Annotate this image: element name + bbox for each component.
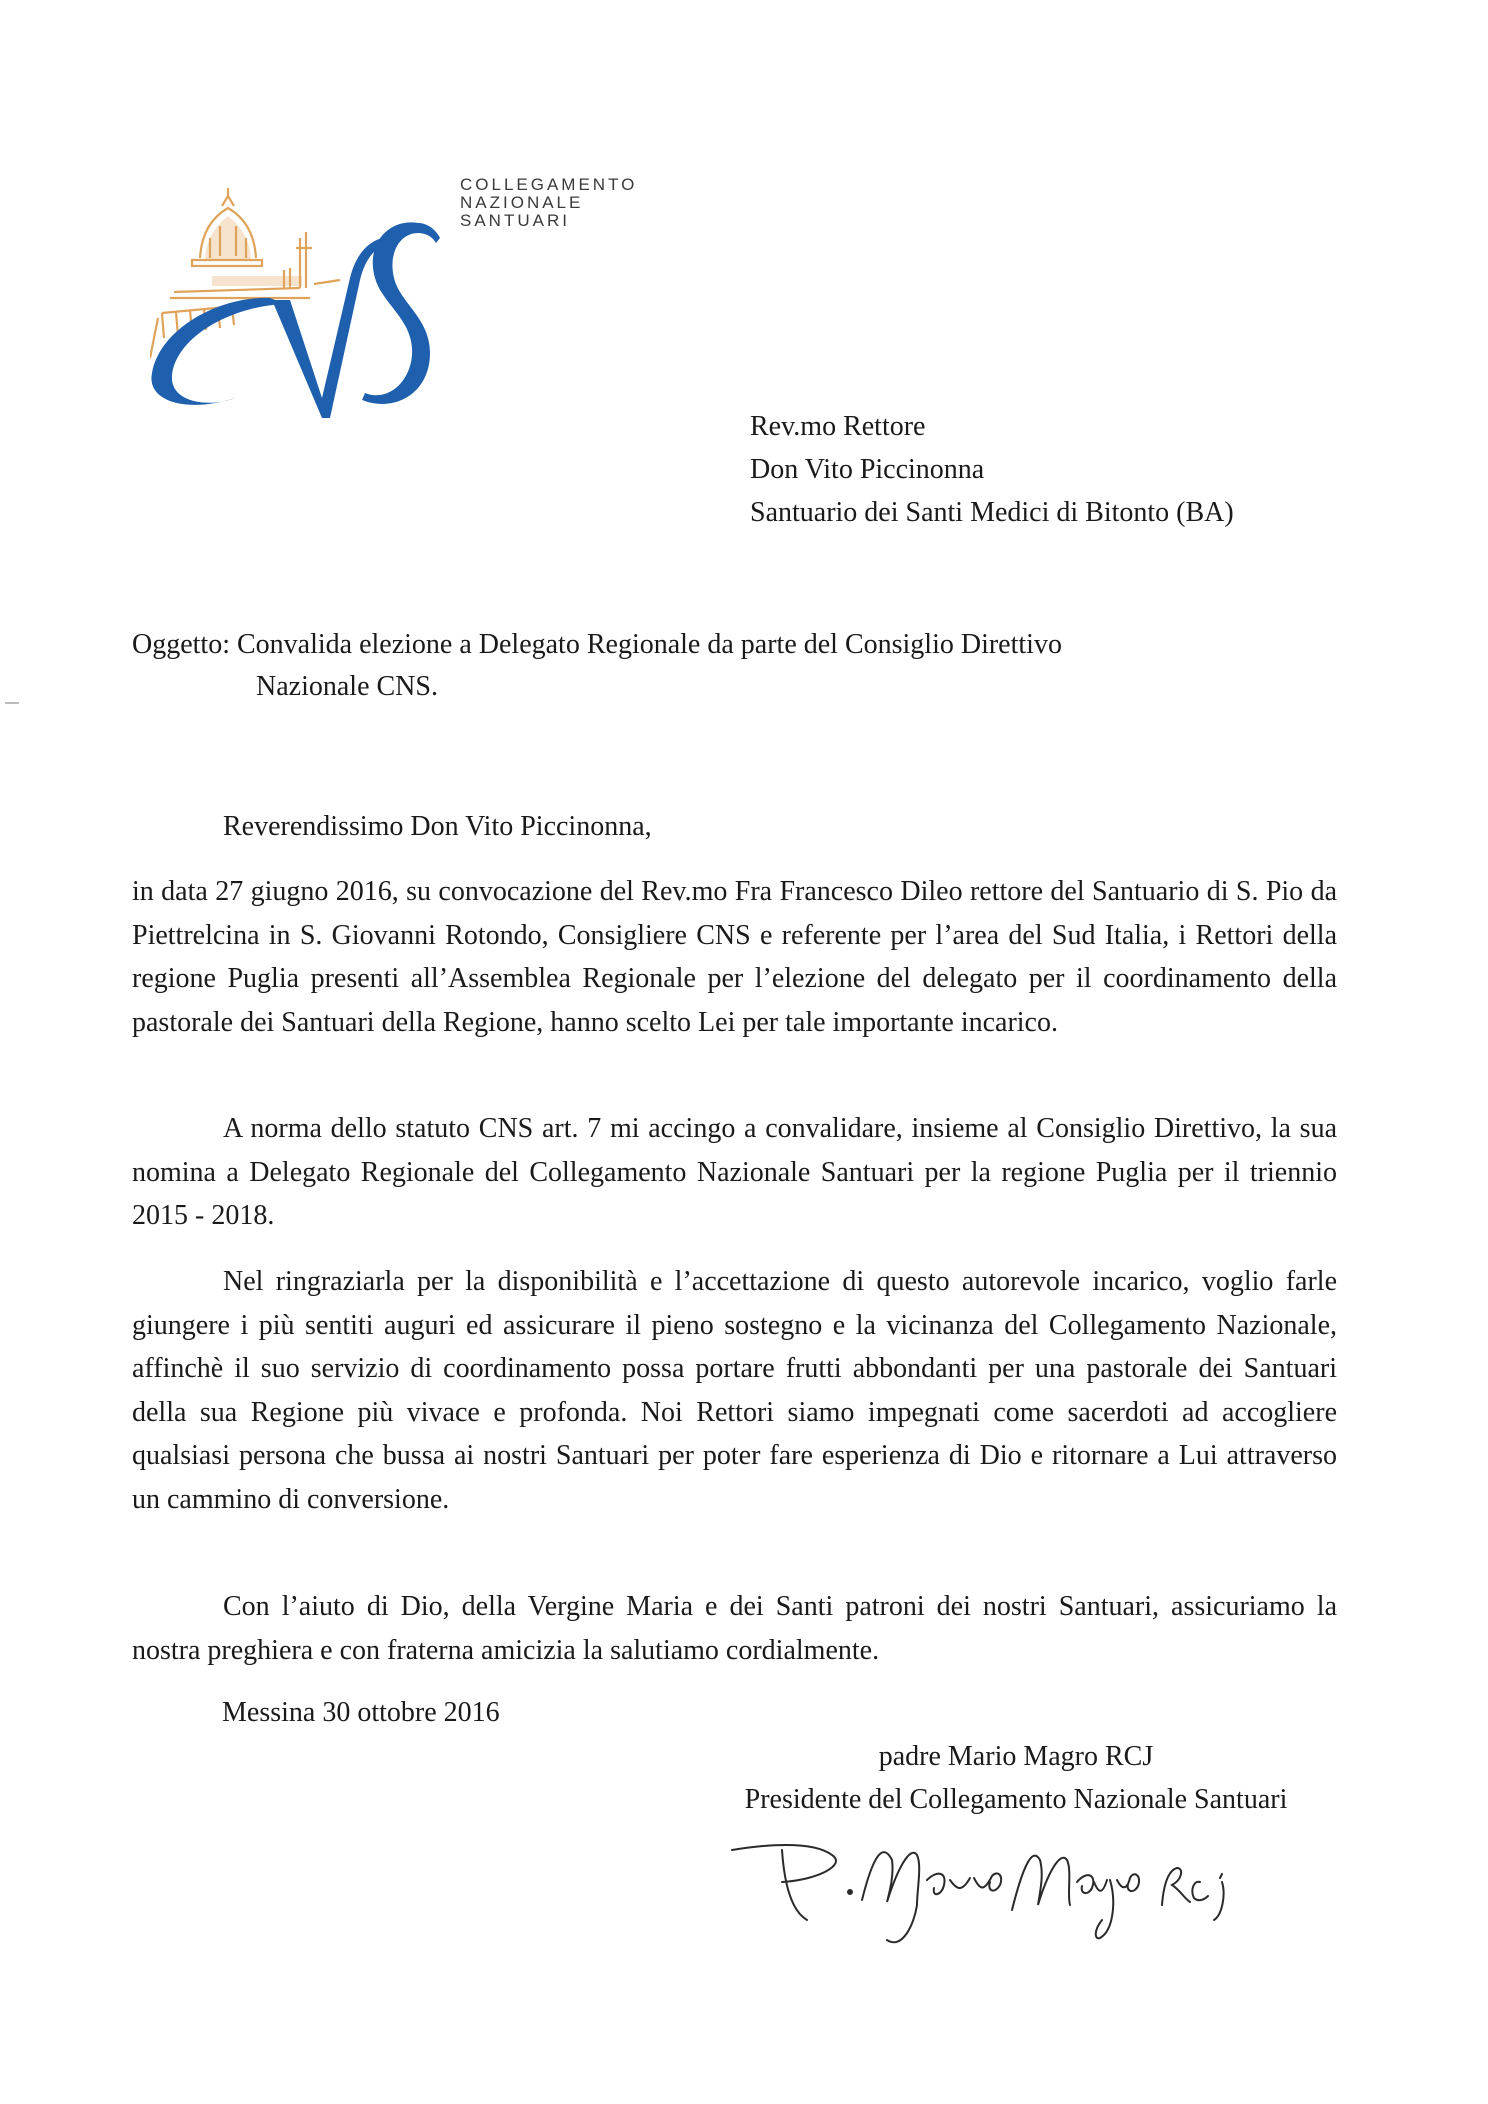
body-paragraph-3: Nel ringraziarla per la disponibilità e l’accettazione di questo autorevole incarico, voglio farle giungere i più sentiti auguri ed assicurare il pieno sostegno e la vicinanza del Collegamento Nazionale, affinchè il suo servizio di coordinamento possa portare frutti abbondanti per una pastorale dei Santuari della sua Regione più vivace e profonda. Noi Rettori siamo impegnati come sacerdoti ad accogliere qualsiasi persona che bussa ai nostri Santuari per poter fare esperienza di Dio e ritornare a Lui attraverso un cammino di conversione. bbox=[132, 1266, 1337, 1515]
greeting: Reverendissimo Don Vito Piccinonna, bbox=[223, 811, 652, 842]
scan-speck bbox=[5, 702, 19, 704]
signer-block bbox=[686, 1735, 1346, 1821]
logo-text-line3: SANTUARI bbox=[460, 211, 570, 230]
subject-line1: Oggetto: Convalida elezione a Delegato Regionale da parte del Consiglio Direttivo bbox=[132, 629, 1062, 660]
cns-logo bbox=[150, 175, 638, 428]
logo-text-line2: NAZIONALE bbox=[460, 193, 584, 212]
recipient-name: Don Vito Piccinonna bbox=[750, 454, 985, 485]
recipient-block bbox=[750, 405, 1234, 534]
recipient-address: Santuario dei Santi Medici di Bitonto (BA) bbox=[750, 497, 1234, 528]
handwritten-signature bbox=[722, 1820, 1312, 1970]
signer-role: Presidente del Collegamento Nazionale Santuari bbox=[744, 1784, 1288, 1815]
signer-name: padre Mario Magro RCJ bbox=[878, 1741, 1154, 1772]
body-paragraph-2: A norma dello statuto CNS art. 7 mi accingo a convalidare, insieme al Consiglio Direttivo, la sua nomina a Delegato Regionale del Collegamento Nazionale Santuari per la regione Puglia per il triennio 2015 - 2018. bbox=[132, 1113, 1337, 1231]
recipient-title: Rev.mo Rettore bbox=[750, 411, 926, 442]
body-paragraph-4: Con l’aiuto di Dio, della Vergine Maria e dei Santi patroni dei nostri Santuari, assicuriamo la nostra preghiera e con fraterna amicizia la salutiamo cordialmente. bbox=[132, 1591, 1337, 1666]
body-paragraph-1: in data 27 giugno 2016, su convocazione del Rev.mo Fra Francesco Dileo rettore del Santuario di S. Pio da Piettrelcina in S. Giovanni Rotondo, Consigliere CNS e referente per l’area del Sud Italia, i Rettori della regione Puglia presenti all’Assemblea Regionale per l’elezione del delegato per il coordinamento della pastorale dei Santuari della Regione, hanno scelto Lei per tale importante incarico. bbox=[132, 876, 1337, 1038]
place-date: Messina 30 ottobre 2016 bbox=[222, 1697, 500, 1728]
subject-line2: Nazionale CNS. bbox=[256, 671, 438, 702]
subject-block bbox=[132, 624, 1332, 708]
logo-text-line1: COLLEGAMENTO bbox=[460, 175, 638, 194]
